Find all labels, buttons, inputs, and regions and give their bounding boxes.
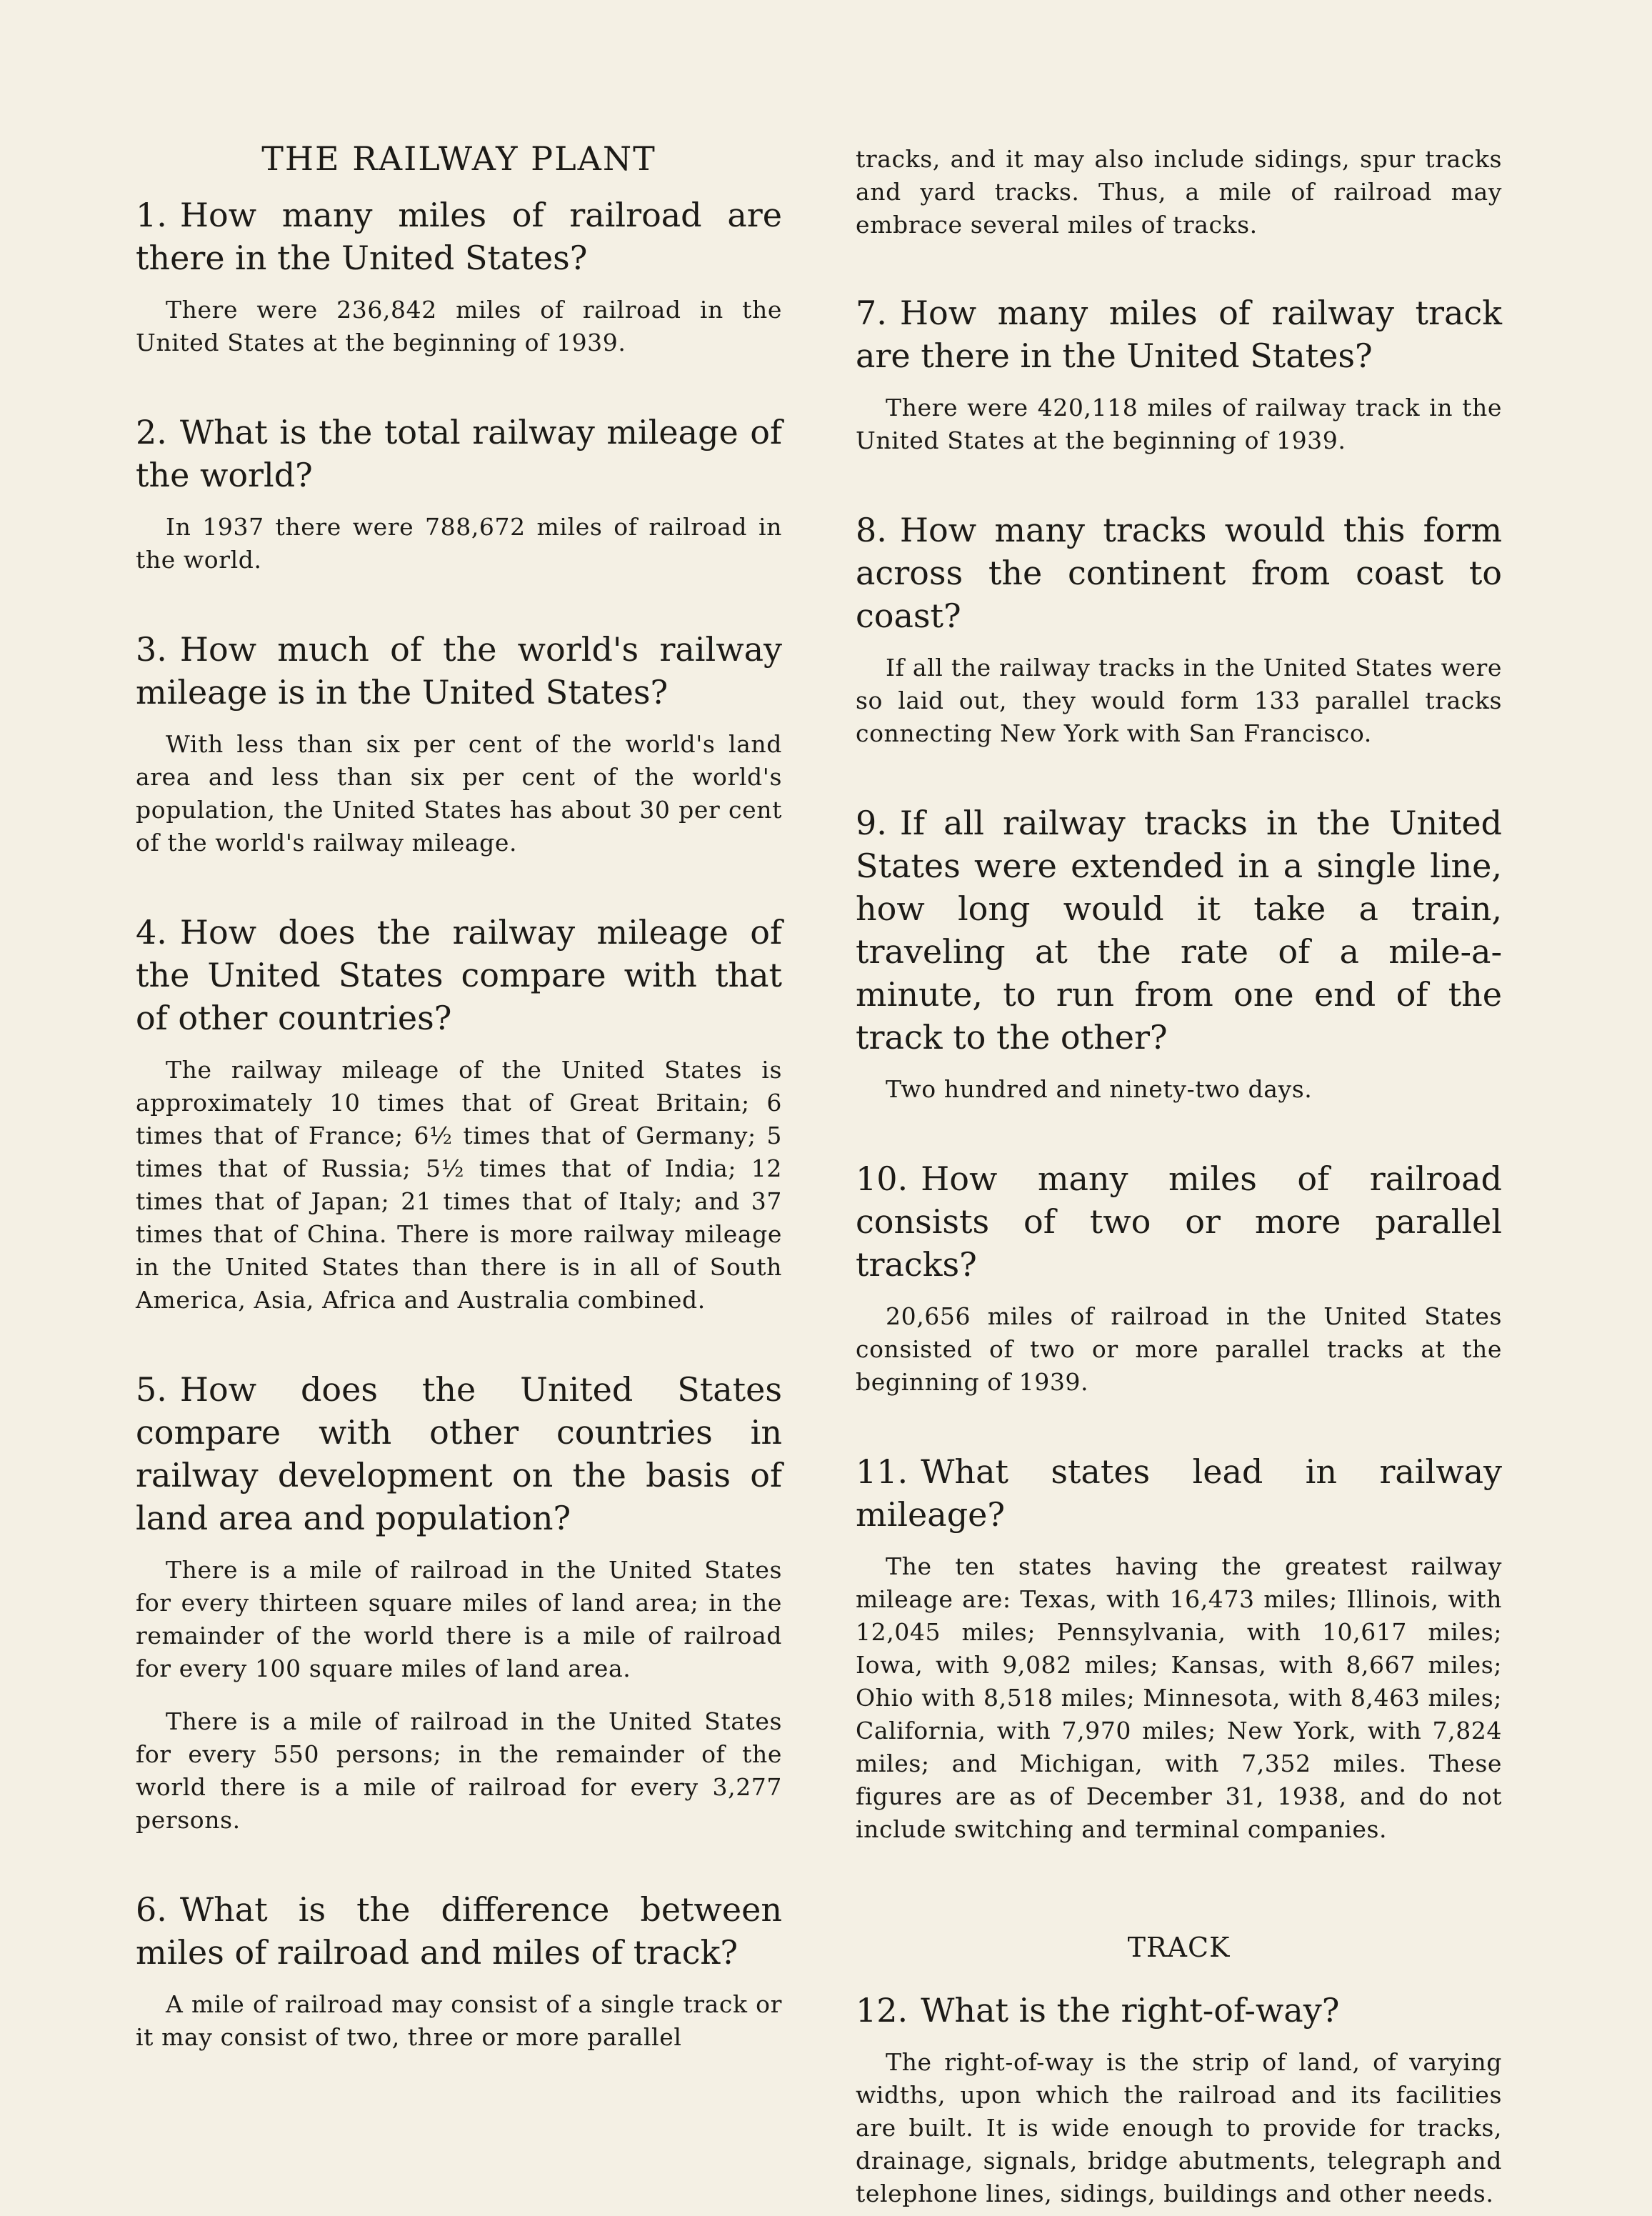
question-text: What is the right-of-way?: [921, 1991, 1340, 2030]
question-8: [856, 509, 1502, 637]
answer-7: There were 420,118 miles of railway track in the United States at the beginning of 1939.: [856, 394, 1502, 454]
question-6: [136, 1888, 782, 1974]
answer-4: The railway mileage of the United States is approximately 10 times that of Great Britain; 6 times that of France; 6½ times that of Germany; 5 times that of Russia; 5½ times that of India; 12 times that of Japan; 21 times that of Italy; and 37 times that of China. There is more railway mileage in the United States than there is in all of South America, Asia, Africa and Australia combined.: [136, 1056, 782, 1314]
answer-6-continuation: tracks, and it may also include sidings, spur tracks and yard tracks. Thus, a mile of railroad may embrace several miles of tracks.: [856, 145, 1502, 239]
question-number: 9.: [856, 804, 887, 842]
question-text: How many miles of railroad consists of two or more parallel tracks?: [856, 1159, 1502, 1284]
question-4: [136, 911, 782, 1039]
question-text: How does the railway mileage of the United States compare with that of other countries?: [136, 913, 782, 1037]
section-title-track: TRACK: [1127, 1932, 1231, 1963]
question-number: 10.: [856, 1159, 908, 1198]
question-text: What states lead in railway mileage?: [856, 1452, 1502, 1534]
answer-6: A mile of railroad may consist of a single track or it may consist of two, three or more parallel: [136, 1990, 782, 2051]
question-12: [856, 1989, 1502, 2032]
question-number: 1.: [136, 196, 167, 234]
question-number: 7.: [856, 294, 887, 332]
question-3: [136, 628, 782, 714]
question-number: 12.: [856, 1991, 908, 2030]
question-2: [136, 411, 782, 496]
question-text: How many tracks would this form across the continent from coast to coast?: [856, 511, 1502, 635]
question-text: What is the difference between miles of railroad and miles of track?: [136, 1890, 782, 1972]
answer-10: 20,656 miles of railroad in the United States consisted of two or more parallel tracks at the beginning of 1939.: [856, 1302, 1502, 1396]
question-text: If all railway tracks in the United States were extended in a single line, how long would it take a train, traveling at the rate of a mile-a-minute, to run from one end of the track to the other?: [856, 804, 1502, 1057]
answer-9: Two hundred and ninety-two days.: [886, 1075, 1313, 1103]
question-text: How does the United States compare with other countries in railway development on the basis of land area and population?: [136, 1370, 782, 1537]
answer-3: With less than six per cent of the world's land area and less than six per cent of the world's population, the United States has about 30 per cent of the world's railway mileage.: [136, 730, 782, 857]
question-number: 3.: [136, 630, 167, 669]
answer-12: The right-of-way is the strip of land, of varying widths, upon which the railroad and its facilities are built. It is wide enough to provide for tracks, drainage, signals, bridge abutments, telegraph and telephone lines, sidings, buildings and other needs.: [856, 2048, 1502, 2207]
question-number: 2.: [136, 413, 167, 451]
answer-2: In 1937 there were 788,672 miles of railroad in the world.: [136, 513, 782, 574]
answer-8: If all the railway tracks in the United States were so laid out, they would form 133 parallel tracks connecting New York with San Francisco.: [856, 654, 1502, 747]
question-text: How much of the world's railway mileage is in the United States?: [136, 630, 782, 712]
question-number: 6.: [136, 1890, 167, 1929]
question-number: 4.: [136, 913, 167, 952]
question-number: 5.: [136, 1370, 167, 1409]
question-11: [856, 1450, 1502, 1536]
question-7: [856, 291, 1502, 377]
answer-11: The ten states having the greatest railway mileage are: Texas, with 16,473 miles; Illinois, with 12,045 miles; Pennsylvania, with 10,617 miles; Iowa, with 9,082 miles; Kansas, with 8,667 miles; Ohio with 8,518 miles; Minnesota, with 8,463 miles; California, with 7,970 miles; New York, with 7,824 miles; and Michigan, with 7,352 miles. These figures are as of December 31, 1938, and do not include switching and terminal companies.: [856, 1552, 1502, 1843]
answer-5a: There is a mile of railroad in the United States for every thirteen square miles of land area; in the remainder of the world there is a mile of railroad for every 100 square miles of land area.: [136, 1556, 782, 1682]
section-title-railway-plant: THE RAILWAY PLANT: [261, 139, 656, 178]
answer-1: There were 236,842 miles of railroad in the United States at the beginning of 1939.: [136, 296, 782, 356]
question-number: 11.: [856, 1452, 908, 1491]
question-text: How many miles of railway track are there in the United States?: [856, 294, 1502, 375]
left-column: [136, 139, 782, 2054]
question-10: [856, 1157, 1502, 1286]
question-text: What is the total railway mileage of the world?: [136, 413, 782, 494]
question-9: [856, 802, 1502, 1059]
question-1: [136, 194, 782, 279]
question-5: [136, 1368, 782, 1539]
right-column: [856, 143, 1502, 2210]
question-number: 8.: [856, 511, 887, 549]
answer-5b: There is a mile of railroad in the United States for every 550 persons; in the remainder of the world there is a mile of railroad for every 3,277 persons.: [136, 1707, 782, 1834]
question-text: How many miles of railroad are there in the United States?: [136, 196, 782, 277]
